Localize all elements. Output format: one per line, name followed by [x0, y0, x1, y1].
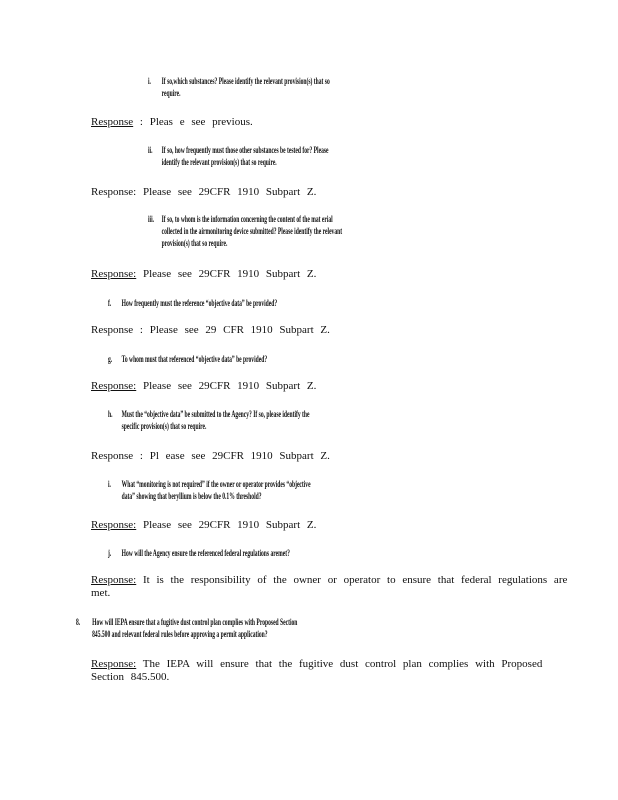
question-line: What “monitoring is not required” if the owner or operator provides “objective	[121, 479, 311, 489]
response-text: It is the responsibility of the owner or operator to ensure that federal regulations are	[136, 574, 568, 586]
question-line: How will the Agency ensure the referenced federal regulations aremet?	[121, 548, 290, 558]
question-marker: j.	[108, 548, 112, 558]
response-text: : Pl ease see 29CFR 1910 Subpart Z.	[133, 450, 330, 462]
question-marker: i.	[108, 479, 111, 489]
question-j-ensure	[108, 547, 290, 559]
response-29cfr-i	[91, 519, 316, 532]
response-text: : Please see 29 CFR 1910 Subpart Z.	[133, 324, 330, 336]
question-line: If so, how frequently must those other substances be tested for? Please	[161, 145, 329, 155]
question-f-frequency	[108, 297, 277, 309]
response-label: Response:	[91, 658, 137, 670]
question-line: To whom must that referenced “objective data” be provided?	[121, 354, 268, 364]
response-label: Response:	[91, 186, 137, 198]
question-line: collected in the airmonitoring device submitted? Please identify the relevant	[161, 226, 343, 236]
question-line: identify the relevant provision(s) that so require.	[161, 157, 277, 167]
question-iii-whom	[148, 213, 342, 249]
response-label: Response:	[91, 574, 137, 586]
response-text: Please see 29CFR 1910 Subpart Z.	[136, 268, 317, 280]
response-previous	[91, 116, 253, 129]
response-text: Please see 29CFR 1910 Subpart Z.	[136, 519, 317, 531]
question-line: How will IEPA ensure that a fugitive dust control plan complies with Proposed Section	[92, 617, 298, 627]
question-line: 845.500 and relevant federal rules before approving a permit application?	[92, 629, 268, 639]
question-marker: f.	[108, 298, 112, 308]
question-line: require.	[161, 88, 181, 98]
response-label: Response:	[91, 519, 137, 531]
response-continuation: Section 845.500.	[91, 671, 170, 683]
response-29cfr-ii	[91, 186, 316, 199]
question-marker: h.	[108, 409, 113, 419]
response-29cfr-f	[91, 324, 330, 337]
response-label: Response	[91, 324, 134, 336]
question-8-fugitive-dust	[76, 616, 297, 640]
question-line: provision(s) that so require.	[161, 238, 228, 248]
response-text: Please see 29CFR 1910 Subpart Z.	[136, 380, 317, 392]
question-marker: i.	[148, 76, 151, 86]
question-marker: g.	[108, 354, 113, 364]
question-line: data” showing that beryllium is below the 0.1% threshold?	[121, 491, 262, 501]
question-g-whom	[108, 353, 267, 365]
question-ii-frequency	[148, 144, 329, 168]
response-label: Response:	[91, 380, 137, 392]
question-line: specific provision(s) that so require.	[121, 421, 207, 431]
question-i-monitoring	[108, 478, 311, 502]
response-text: : Pleas e see previous.	[133, 116, 253, 128]
response-29cfr-h	[91, 450, 330, 463]
response-29cfr-iii	[91, 268, 316, 281]
question-line: How frequently must the reference “objective data” be provided?	[121, 298, 278, 308]
response-responsibility	[91, 574, 567, 600]
question-i-substances	[148, 75, 330, 99]
question-marker: 8.	[76, 617, 81, 627]
question-h-submitted	[108, 408, 309, 432]
response-label: Response	[91, 116, 134, 128]
response-iepa-ensure	[91, 658, 542, 684]
question-line: If so, to whom is the information concerning the content of the mat erial	[161, 214, 333, 224]
question-marker: ii.	[148, 145, 153, 155]
question-marker: iii.	[148, 214, 155, 224]
question-line: If so,which substances? Please identify the relevant provision(s) that so	[161, 76, 330, 86]
question-line: Must the “objective data” be submitted to the Agency? If so, please identify the	[121, 409, 310, 419]
response-continuation: met.	[91, 587, 111, 599]
response-text: Please see 29CFR 1910 Subpart Z.	[136, 186, 317, 198]
response-label: Response	[91, 450, 134, 462]
response-text: The IEPA will ensure that the fugitive dust control plan complies with Proposed	[136, 658, 543, 670]
response-29cfr-g	[91, 380, 316, 393]
response-label: Response:	[91, 268, 137, 280]
